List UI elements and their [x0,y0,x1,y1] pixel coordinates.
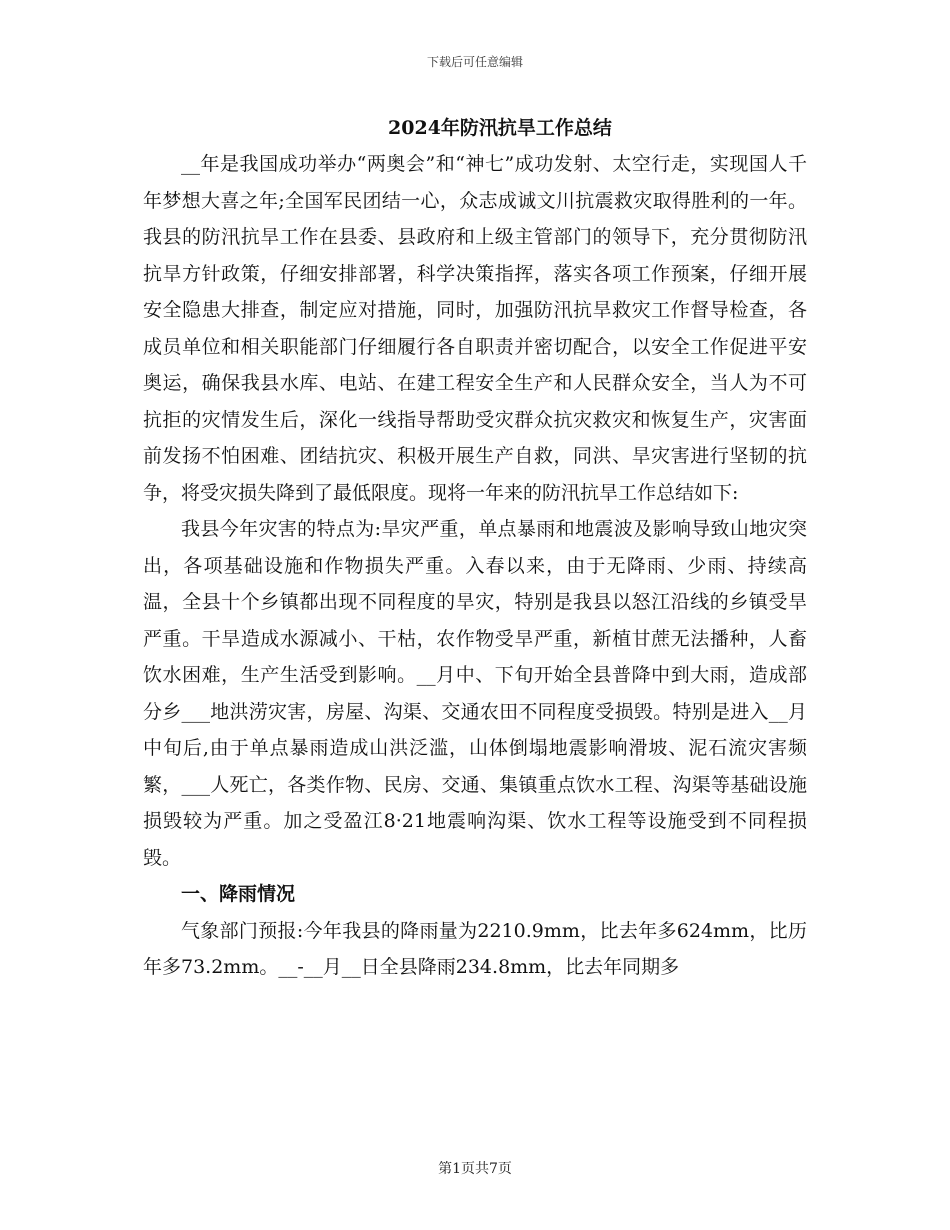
paragraph-rainfall: 气象部门预报:今年我县的降雨量为2210.9mm，比去年多624mm，比历年多73.2mm。__-__月__日全县降雨234.8mm，比去年同期多 [143,919,807,978]
page-number: 第1页共7页 [438,1161,512,1177]
document-body [143,110,807,986]
paragraph-intro: __年是我国成功举办“两奥会”和“神七”成功发射、太空行走，实现国人千年梦想大喜之年;全国军民团结一心，众志成诚文川抗震救灾取得胜利的一年。我县的防汛抗旱工作在县委、县政府和上级主管部门的领导下，充分贯彻防汛抗旱方针政策，仔细安排部署，科学决策指挥，落实各项工作预案，仔细开展安全隐患大排查，制定应对措施，同时，加强防汛抗旱救灾工作督导检查，各成员单位和相关职能部门仔细履行各自职责并密切配合，以安全工作促进平安奥运，确保我县水库、电站、在建工程安全生产和人民群众安全，当人为不可抗拒的灾情发生后，深化一线指导帮助受灾群众抗灾救灾和恢复生产，灾害面前发扬不怕困难、团结抗灾、积极开展生产自救，同洪、旱灾害进行坚韧的抗争，将受灾损失降到了最低限度。现将一年来的防汛抗旱工作总结如下: [143,153,807,504]
paragraph-disaster-characteristics: 我县今年灾害的特点为:旱灾严重，单点暴雨和地震波及影响导致山地灾突出，各项基础设施和作物损失严重。入春以来，由于无降雨、少雨、持续高温，全县十个乡镇都出现不同程度的旱灾，特别是我县以怒江沿线的乡镇受旱严重。干旱造成水源减小、干枯，农作物受旱严重，新植甘蔗无法播种，人畜饮水困难，生产生活受到影响。__月中、下旬开始全县普降中到大雨，造成部分乡___地洪涝灾害，房屋、沟渠、交通农田不同程度受损毁。特别是进入__月中旬后,由于单点暴雨造成山洪泛滥，山体倒塌地震影响滑坡、泥石流灾害频繁，___人死亡，各类作物、民房、交通、集镇重点饮水工程、沟渠等基础设施损毁较为严重。加之受盈江8·21地震响沟渠、饮水工程等设施受到不同程损毁。 [143,518,807,869]
header-note: 下载后可任意编辑 [426,55,523,69]
document-title: 2024年防汛抗旱工作总结 [388,117,612,139]
section-heading-rainfall: 一、降雨情况 [181,883,296,905]
